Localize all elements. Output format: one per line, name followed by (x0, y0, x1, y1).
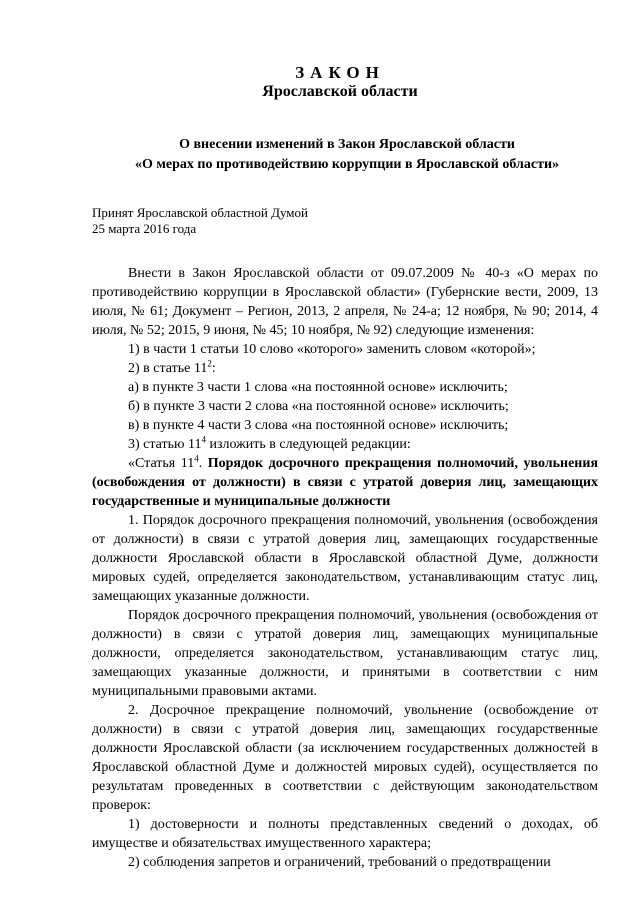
law-title: ЗАКОН (295, 63, 385, 82)
amendment-item-3 (92, 435, 598, 454)
article-paragraph-2: Порядок досрочного прекращения полномочий, увольнения (освобождения от должности) в связи с утратой доверия лиц, замещающих муниципальные должности, определяется законодательством, устанавливающим статус лиц, замещающих указанные должности, и принятыми в соответствии с ним муниципальными правовыми актами. (92, 608, 598, 699)
sub-item-c: в) в пункте 4 части 3 слова «на постоянной основе» исключить; (128, 418, 509, 433)
article-number-suffix: . (198, 456, 203, 471)
adoption-info (92, 205, 308, 237)
amendment-item-3-sup: 4 (201, 434, 206, 445)
amendment-item-2-text: 2) в статье 11 (128, 361, 208, 376)
amendment-item-2-sup: 2 (207, 358, 212, 369)
amendment-item-3-text: 3) статью 11 (128, 437, 202, 452)
law-subject (92, 135, 602, 175)
subject-line-1: О внесении изменений в Закон Ярославской области (179, 137, 515, 152)
law-body (92, 264, 598, 872)
article-paragraph-1: 1. Порядок досрочного прекращения полномочий, увольнения (освобождения от должности) в связи с утратой доверия лиц, замещающих государственные должности Ярославской области в Ярославской областной Думе, должности мировых судей, определяется законодательством, устанавливающим статус лиц, замещающих указанные должности. (92, 513, 598, 604)
amendment-item-2 (92, 359, 598, 378)
check-item-2: 2) соблюдения запретов и ограничений, требований о предотвращении (128, 855, 551, 870)
sub-item-b: б) в пункте 3 части 2 слова «на постоянной основе» исключить; (128, 399, 509, 414)
check-item-1: 1) достоверности и полноты представленных сведений о доходах, об имуществе и обязательствах имущественного характера; (92, 817, 598, 851)
law-region: Ярославской области (262, 83, 418, 100)
subject-line-2: «О мерах по противодействию коррупции в Ярославской области» (134, 157, 560, 172)
article-number-sup: 4 (194, 453, 199, 464)
article-number: «Статья 11 (128, 456, 195, 471)
adoption-body: Принят Ярославской областной Думой (92, 205, 308, 220)
amendment-item-2-suffix: : (211, 361, 216, 376)
adoption-date: 25 марта 2016 года (92, 221, 197, 236)
article-title: Порядок досрочного прекращения полномочий, увольнения (освобождения от должности) в связи с утратой доверия лиц, замещающих государственные и муниципальные должности (92, 456, 599, 509)
article-heading (92, 454, 598, 511)
sub-item-a: а) в пункте 3 части 1 слова «на постоянной основе» исключить; (128, 380, 508, 395)
intro-paragraph: Внести в Закон Ярославской области от 09.07.2009 № 40-з «О мерах по противодействию коррупции в Ярославской области» (Губернские вести, 2009, 13 июля, № 61; Документ – Регион, 2013, 2 апреля, № 24-а; 12 ноября, № 90; 2014, 4 июля, № 52; 2015, 9 июня, № 45; 10 ноября, № 92) следующие изменения: (92, 266, 598, 338)
article-paragraph-3: 2. Досрочное прекращение полномочий, увольнение (освобождение от должности) в связи с утратой доверия лиц, замещающих государственные должности Ярославской области (за исключением государственных должностей в Ярославской областной Думе и должностей мировых судей), осуществляется по результатам проведенных в соответствии с действующим законодательством проверок: (92, 703, 598, 813)
amendment-item-3-suffix: изложить в следующей редакции: (205, 437, 411, 452)
amendment-item-1: 1) в части 1 статьи 10 слово «которого» заменить словом «которой»; (128, 342, 536, 357)
